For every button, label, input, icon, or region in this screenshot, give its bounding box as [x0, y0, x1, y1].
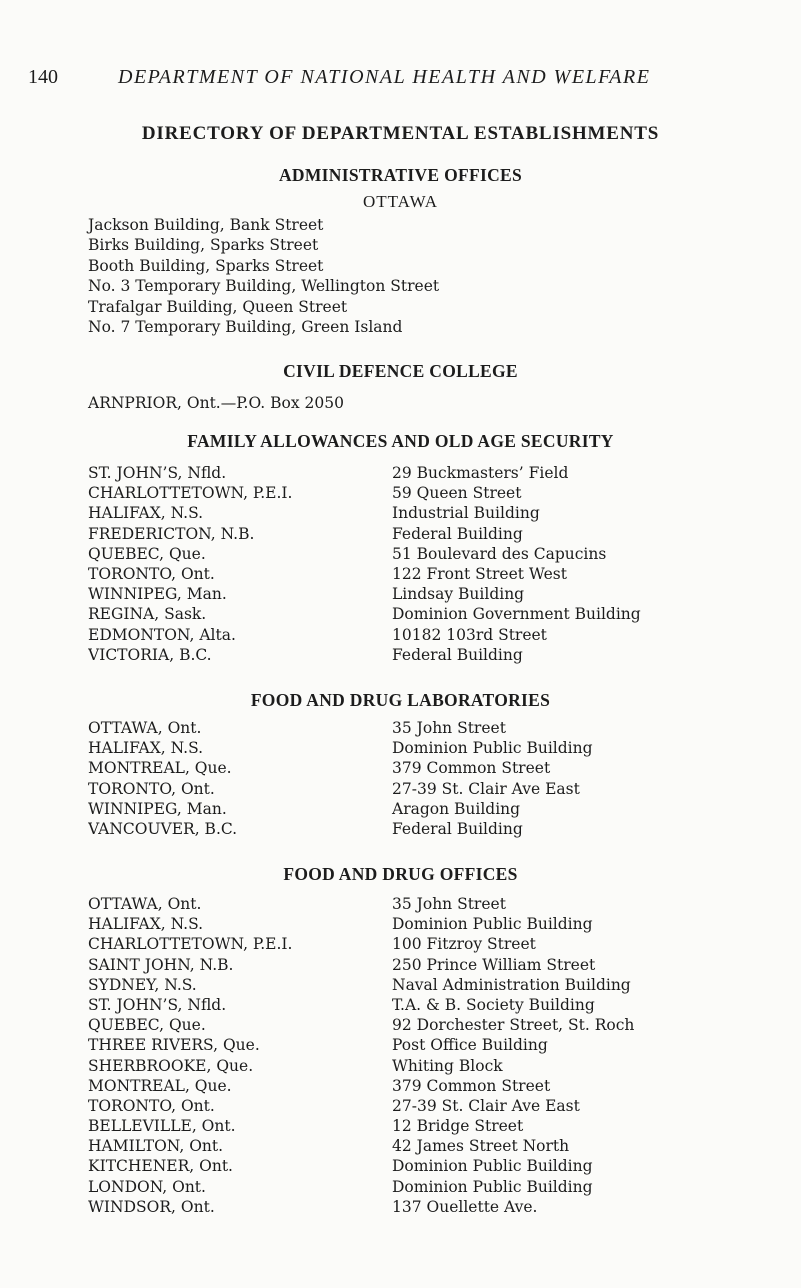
entry-address: Whiting Block [392, 1056, 503, 1075]
family-entry [88, 604, 641, 624]
building-line: No. 7 Temporary Building, Green Island [88, 317, 403, 336]
family-entry [88, 564, 567, 584]
family-entry [88, 625, 547, 645]
entry-address: Industrial Building [392, 504, 540, 523]
entry-place: OTTAWA, Ont. . . . [88, 894, 389, 914]
entry-place: MONTREAL, Que. . . . [88, 1076, 389, 1096]
header-title: DEPARTMENT OF NATIONAL HEALTH AND WELFARE [118, 66, 651, 88]
entry-address: 12 Bridge Street [392, 1117, 524, 1136]
entry-place: LONDON, Ont. . . . [88, 1177, 389, 1197]
page-number: 140 [28, 66, 58, 88]
entry-place: VANCOUVER, B.C. . . . [88, 819, 389, 839]
office-entry [88, 1015, 635, 1035]
entry-place: REGINA, Sask. . . . [88, 604, 389, 624]
entry-address: 42 James Street North [392, 1137, 570, 1156]
entry-place: EDMONTON, Alta. . . . [88, 625, 389, 645]
office-entry [88, 1156, 593, 1176]
entry-address: Federal Building [392, 524, 523, 543]
laboratory-entry [88, 718, 506, 738]
laboratory-entry [88, 758, 551, 778]
entry-address: 137 Ouellette Ave. [392, 1197, 538, 1216]
entry-address: 92 Dorchester Street, St. Roch [392, 1016, 635, 1035]
entry-place: QUEBEC, Que. . . . [88, 544, 389, 564]
entry-address: 122 Front Street West [392, 564, 567, 583]
entry-place: SHERBROOKE, Que. . . . [88, 1056, 389, 1076]
family-allowances-list [88, 463, 641, 665]
entry-place: QUEBEC, Que. . . . [88, 1015, 389, 1035]
entry-address: 27-39 St. Clair Ave East [392, 1096, 580, 1115]
entry-place: CHARLOTTETOWN, P.E.I. . . . [88, 934, 389, 954]
entry-place: TORONTO, Ont. . . . [88, 779, 389, 799]
entry-address: Aragon Building [392, 799, 521, 818]
office-entry [88, 1096, 580, 1116]
food-drug-laboratories-list [88, 718, 593, 839]
office-entry [88, 1116, 524, 1136]
laboratory-entry [88, 779, 580, 799]
laboratory-entry [88, 799, 521, 819]
entry-address: 10182 103rd Street [392, 625, 547, 644]
entry-address: T.A. & B. Society Building [392, 995, 595, 1014]
entry-place: WINDSOR, Ont. . . . [88, 1197, 389, 1217]
office-entry [88, 1177, 593, 1197]
entry-place: ST. JOHN’S, Nfld. . . . [88, 463, 389, 483]
entry-address: 379 Common Street [392, 1076, 551, 1095]
office-entry [88, 1076, 551, 1096]
family-entry [88, 483, 522, 503]
entry-place: MONTREAL, Que. . . . [88, 758, 389, 778]
civil-defence-college-heading: CIVIL DEFENCE COLLEGE [283, 361, 518, 381]
entry-address: 51 Boulevard des Capucins [392, 544, 607, 563]
entry-place: SYDNEY, N.S. . . . [88, 975, 389, 995]
entry-place: THREE RIVERS, Que. . . . [88, 1035, 389, 1055]
building-line: Birks Building, Sparks Street [88, 236, 319, 255]
office-entry [88, 1056, 503, 1076]
entry-place: ST. JOHN’S, Nfld. . . . [88, 995, 389, 1015]
office-entry [88, 894, 506, 914]
family-allowances-heading: FAMILY ALLOWANCES AND OLD AGE SECURITY [187, 431, 614, 451]
building-line: Trafalgar Building, Queen Street [88, 297, 348, 316]
civil-defence-college-address: ARNPRIOR, Ont.—P.O. Box 2050 [88, 394, 344, 412]
building-line: Jackson Building, Bank Street [88, 216, 324, 234]
family-entry [88, 503, 540, 523]
entry-address: 35 John Street [392, 895, 506, 913]
office-entry [88, 914, 593, 934]
office-entry [88, 995, 595, 1015]
entry-place: TORONTO, Ont. . . . [88, 564, 389, 584]
entry-address: Post Office Building [392, 1036, 548, 1055]
entry-address: Dominion Government Building [392, 605, 641, 624]
family-entry [88, 645, 523, 665]
entry-address: 379 Common Street [392, 759, 551, 778]
food-drug-offices-list [88, 894, 635, 1217]
entry-address: Federal Building [392, 645, 523, 664]
administrative-offices-heading: ADMINISTRATIVE OFFICES [278, 165, 523, 185]
entry-address: Dominion Public Building [392, 1177, 593, 1196]
entry-address: 250 Prince William Street [392, 955, 596, 974]
entry-place: HALIFAX, N.S. . . . [88, 914, 389, 934]
building-line: Booth Building, Sparks Street [88, 256, 324, 275]
entry-place: WINNIPEG, Man. . . . [88, 584, 389, 604]
entry-place: HAMILTON, Ont. . . . [88, 1136, 389, 1156]
building-line: No. 3 Temporary Building, Wellington Street [88, 277, 440, 296]
entry-address: Dominion Public Building [392, 739, 593, 758]
office-entry [88, 975, 631, 995]
entry-place: HALIFAX, N.S. . . . [88, 503, 389, 523]
family-entry [88, 544, 607, 564]
entry-address: Dominion Public Building [392, 915, 593, 934]
family-entry [88, 463, 569, 483]
civil-defence-college-address-block [88, 393, 344, 413]
office-entry [88, 1136, 570, 1156]
entry-place: BELLEVILLE, Ont. . . . [88, 1116, 389, 1136]
entry-address: Dominion Public Building [392, 1157, 593, 1176]
office-entry [88, 955, 596, 975]
entry-address: 29 Buckmasters’ Field [392, 464, 569, 482]
entry-place: SAINT JOHN, N.B. . . . [88, 955, 389, 975]
directory-title: DIRECTORY OF DEPARTMENTAL ESTABLISHMENTS [141, 123, 660, 144]
office-entry [88, 1035, 548, 1055]
running-header [28, 66, 768, 96]
entry-place: VICTORIA, B.C. . . . [88, 645, 389, 665]
entry-address: 27-39 St. Clair Ave East [392, 779, 580, 798]
entry-place: CHARLOTTETOWN, P.E.I. . . . [88, 483, 389, 503]
family-entry [88, 584, 525, 604]
food-drug-offices-heading: FOOD AND DRUG OFFICES [283, 864, 518, 884]
entry-address: 59 Queen Street [392, 484, 522, 503]
entry-address: 100 Fitzroy Street [392, 935, 536, 954]
administrative-buildings-list [88, 215, 439, 337]
entry-address: Federal Building [392, 819, 523, 838]
entry-place: FREDERICTON, N.B. . . . [88, 524, 389, 544]
entry-address: 35 John Street [392, 719, 506, 737]
entry-place: OTTAWA, Ont. . . . [88, 718, 389, 738]
administrative-offices-city: OTTAWA [362, 192, 439, 211]
entry-place: KITCHENER, Ont. . . . [88, 1156, 389, 1176]
family-entry [88, 524, 523, 544]
entry-address: Naval Administration Building [392, 975, 631, 994]
entry-place: WINNIPEG, Man. . . . [88, 799, 389, 819]
office-entry [88, 1197, 538, 1217]
laboratory-entry [88, 738, 593, 758]
food-drug-laboratories-heading: FOOD AND DRUG LABORATORIES [250, 690, 551, 710]
entry-place: TORONTO, Ont. . . . [88, 1096, 389, 1116]
laboratory-entry [88, 819, 523, 839]
entry-address: Lindsay Building [392, 585, 525, 604]
entry-place: HALIFAX, N.S. . . . [88, 738, 389, 758]
office-entry [88, 934, 536, 954]
